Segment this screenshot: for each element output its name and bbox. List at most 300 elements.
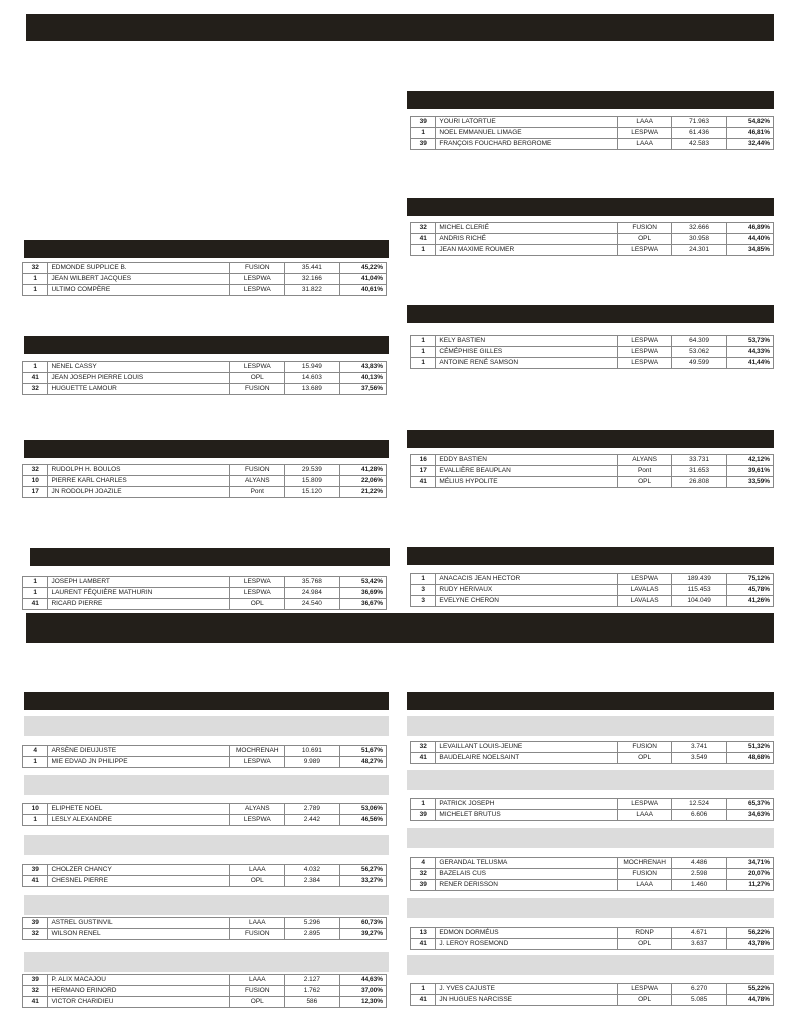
vote-percentage: 46,56%	[339, 815, 386, 826]
vote-percentage: 22,06%	[339, 476, 386, 487]
results-table	[22, 464, 387, 498]
results-table	[22, 803, 387, 826]
results-table	[22, 262, 387, 296]
candidate-name: ELIPHETE NOEL	[48, 804, 230, 815]
vote-count: 6.606	[672, 810, 726, 821]
candidate-number: 41	[411, 234, 436, 245]
party-name: LAAA	[230, 918, 285, 929]
candidate-name: BAZELAIS CUS	[436, 869, 618, 880]
candidate-name: NENEL CASSY	[48, 362, 230, 373]
candidate-number: 41	[23, 373, 48, 384]
vote-count: 33.731	[672, 455, 726, 466]
party-name: LESPWA	[617, 358, 671, 369]
vote-percentage: 53,73%	[726, 336, 773, 347]
vote-count: 31.653	[672, 466, 726, 477]
candidate-number: 17	[411, 466, 436, 477]
vote-percentage: 41,44%	[726, 358, 773, 369]
candidate-name: PATRICK JOSEPH	[436, 799, 618, 810]
candidate-name: ARSÈNE DIEUJUSTE	[48, 746, 230, 757]
vote-count: 5.085	[672, 995, 726, 1006]
section-bar	[24, 336, 389, 354]
results-table	[410, 222, 774, 256]
party-name: OPL	[230, 373, 285, 384]
candidate-name: MÉLIUS HYPOLITE	[436, 477, 618, 488]
section-bar	[407, 430, 774, 448]
results-table	[22, 917, 387, 940]
party-name: FUSION	[230, 929, 285, 940]
party-name: LESPWA	[617, 799, 671, 810]
results-table	[410, 335, 774, 369]
vote-percentage: 56,27%	[339, 865, 386, 876]
candidate-name: EDMON DORMÉUS	[436, 928, 618, 939]
vote-count: 2.598	[672, 869, 726, 880]
candidate-name: KELY BASTIEN	[436, 336, 618, 347]
vote-percentage: 44,78%	[726, 995, 773, 1006]
vote-count: 586	[285, 997, 340, 1008]
vote-percentage: 37,56%	[339, 384, 386, 395]
table-row	[411, 234, 774, 245]
section-bar	[24, 440, 389, 458]
table-row	[411, 455, 774, 466]
party-name: FUSION	[230, 986, 285, 997]
table-row	[23, 975, 387, 986]
table-row	[411, 574, 774, 585]
party-name: LESPWA	[230, 362, 285, 373]
candidate-name: JN RODOLPH JOAZILE	[48, 487, 230, 498]
vote-count: 31.822	[285, 285, 340, 296]
candidate-name: CHESNEL PIERRE	[48, 876, 230, 887]
section-bar	[407, 198, 774, 216]
vote-count: 1.460	[672, 880, 726, 891]
candidate-number: 4	[23, 746, 48, 757]
party-name: OPL	[230, 876, 285, 887]
table-row	[23, 865, 387, 876]
candidate-number: 1	[23, 588, 48, 599]
vote-percentage: 55,22%	[726, 984, 773, 995]
table-row	[23, 384, 387, 395]
vote-percentage: 48,68%	[726, 753, 773, 764]
party-name: LESPWA	[617, 347, 671, 358]
candidate-number: 32	[23, 465, 48, 476]
table-row	[23, 487, 387, 498]
table-row	[23, 757, 387, 768]
candidate-name: CÉMÉPHISE GILLES	[436, 347, 618, 358]
party-name: ALYANS	[230, 804, 285, 815]
table-row	[411, 466, 774, 477]
vote-percentage: 46,81%	[726, 128, 773, 139]
candidate-name: MICHELET BRUTUS	[436, 810, 618, 821]
party-name: Pont	[617, 466, 671, 477]
table-row	[23, 876, 387, 887]
candidate-number: 39	[411, 117, 436, 128]
candidate-number: 39	[411, 880, 436, 891]
table-row	[23, 997, 387, 1008]
subsection-bar	[407, 898, 774, 918]
vote-percentage: 48,27%	[339, 757, 386, 768]
vote-percentage: 36,67%	[339, 599, 386, 610]
party-name: LESPWA	[230, 757, 285, 768]
candidate-name: LESLY ALEXANDRE	[48, 815, 230, 826]
vote-percentage: 39,27%	[339, 929, 386, 940]
results-table	[410, 798, 774, 821]
vote-count: 13.689	[285, 384, 340, 395]
vote-percentage: 11,27%	[726, 880, 773, 891]
candidate-name: PIERRE KARL CHARLES	[48, 476, 230, 487]
vote-percentage: 41,04%	[339, 274, 386, 285]
table-row	[23, 373, 387, 384]
table-row	[23, 465, 387, 476]
candidate-number: 32	[411, 869, 436, 880]
candidate-name: JEAN JOSEPH PIERRE LOUIS	[48, 373, 230, 384]
candidate-number: 16	[411, 455, 436, 466]
party-name: LESPWA	[230, 285, 285, 296]
candidate-number: 1	[411, 128, 436, 139]
vote-count: 32.166	[285, 274, 340, 285]
table-row	[411, 245, 774, 256]
candidate-name: J. LEROY ROSEMOND	[436, 939, 618, 950]
vote-count: 104.049	[672, 596, 726, 607]
vote-count: 4.671	[672, 928, 726, 939]
vote-count: 5.296	[285, 918, 340, 929]
vote-count: 35.768	[285, 577, 340, 588]
table-row	[23, 577, 387, 588]
vote-count: 6.270	[672, 984, 726, 995]
party-name: FUSION	[230, 384, 285, 395]
vote-count: 2.789	[285, 804, 340, 815]
table-row	[411, 928, 774, 939]
candidate-number: 1	[23, 274, 48, 285]
candidate-number: 10	[23, 804, 48, 815]
party-name: Pont	[230, 487, 285, 498]
table-row	[23, 929, 387, 940]
candidate-name: ANTOINE RENÉ SAMSON	[436, 358, 618, 369]
candidate-number: 10	[23, 476, 48, 487]
vote-percentage: 39,61%	[726, 466, 773, 477]
table-row	[411, 336, 774, 347]
table-row	[411, 128, 774, 139]
party-name: FUSION	[617, 223, 671, 234]
vote-count: 115.453	[672, 585, 726, 596]
party-name: LAAA	[617, 139, 671, 150]
vote-count: 14.603	[285, 373, 340, 384]
candidate-name: P. ALIX MACAJOU	[48, 975, 230, 986]
vote-count: 49.599	[672, 358, 726, 369]
candidate-number: 41	[23, 599, 48, 610]
section-bar	[407, 305, 774, 323]
candidate-name: EDDY BASTIEN	[436, 455, 618, 466]
subsection-bar	[407, 770, 774, 790]
vote-count: 35.441	[285, 263, 340, 274]
section-bar	[24, 692, 389, 710]
party-name: FUSION	[230, 263, 285, 274]
vote-count: 29.539	[285, 465, 340, 476]
candidate-number: 32	[23, 929, 48, 940]
results-table	[410, 983, 774, 1006]
vote-count: 12.524	[672, 799, 726, 810]
party-name: OPL	[617, 234, 671, 245]
vote-count: 15.949	[285, 362, 340, 373]
candidate-number: 41	[411, 753, 436, 764]
vote-count: 9.989	[285, 757, 340, 768]
vote-percentage: 56,22%	[726, 928, 773, 939]
candidate-number: 39	[23, 975, 48, 986]
vote-percentage: 44,63%	[339, 975, 386, 986]
table-row	[23, 804, 387, 815]
vote-percentage: 44,33%	[726, 347, 773, 358]
vote-percentage: 46,89%	[726, 223, 773, 234]
vote-percentage: 34,85%	[726, 245, 773, 256]
candidate-number: 13	[411, 928, 436, 939]
party-name: FUSION	[617, 869, 671, 880]
candidate-number: 1	[23, 757, 48, 768]
vote-percentage: 41,26%	[726, 596, 773, 607]
vote-percentage: 36,69%	[339, 588, 386, 599]
vote-percentage: 44,40%	[726, 234, 773, 245]
candidate-name: RICARD PIERRE	[48, 599, 230, 610]
results-table	[410, 116, 774, 150]
vote-count: 71.963	[672, 117, 726, 128]
vote-percentage: 37,00%	[339, 986, 386, 997]
vote-count: 53.062	[672, 347, 726, 358]
candidate-number: 32	[23, 263, 48, 274]
vote-count: 24.984	[285, 588, 340, 599]
vote-percentage: 20,07%	[726, 869, 773, 880]
table-row	[23, 274, 387, 285]
vote-count: 3.637	[672, 939, 726, 950]
section-bar	[24, 240, 389, 258]
vote-percentage: 42,12%	[726, 455, 773, 466]
candidate-name: ASTREL GUSTINVIL	[48, 918, 230, 929]
candidate-number: 3	[411, 596, 436, 607]
second-header-bar	[26, 613, 774, 643]
table-row	[23, 815, 387, 826]
candidate-number: 41	[411, 939, 436, 950]
candidate-number: 32	[23, 986, 48, 997]
party-name: MOCHRENAH	[617, 858, 671, 869]
vote-percentage: 34,71%	[726, 858, 773, 869]
candidate-name: ULTIMO COMPÈRE	[48, 285, 230, 296]
party-name: OPL	[617, 995, 671, 1006]
candidate-name: BAUDELAIRE NOELSAINT	[436, 753, 618, 764]
party-name: LAAA	[230, 975, 285, 986]
party-name: FUSION	[230, 465, 285, 476]
table-row	[23, 986, 387, 997]
party-name: LAVALAS	[617, 585, 671, 596]
candidate-number: 1	[411, 799, 436, 810]
candidate-number: 3	[411, 585, 436, 596]
vote-percentage: 75,12%	[726, 574, 773, 585]
table-row	[411, 995, 774, 1006]
candidate-name: LAURENT FÉQUIÈRE MATHURIN	[48, 588, 230, 599]
vote-percentage: 21,22%	[339, 487, 386, 498]
vote-percentage: 34,63%	[726, 810, 773, 821]
subsection-bar	[407, 828, 774, 848]
party-name: OPL	[617, 477, 671, 488]
party-name: ALYANS	[230, 476, 285, 487]
candidate-number: 1	[23, 815, 48, 826]
vote-count: 26.808	[672, 477, 726, 488]
candidate-number: 32	[411, 742, 436, 753]
candidate-number: 4	[411, 858, 436, 869]
party-name: OPL	[617, 939, 671, 950]
vote-percentage: 53,06%	[339, 804, 386, 815]
results-table	[22, 974, 387, 1008]
subsection-bar	[407, 955, 774, 975]
candidate-number: 1	[411, 245, 436, 256]
subsection-bar	[24, 775, 389, 795]
candidate-name: ANACACIS JEAN HECTOR	[436, 574, 618, 585]
section-bar	[407, 91, 774, 109]
table-row	[411, 347, 774, 358]
table-row	[411, 939, 774, 950]
party-name: LESPWA	[617, 245, 671, 256]
results-table	[22, 361, 387, 395]
table-row	[23, 746, 387, 757]
vote-count: 4.032	[285, 865, 340, 876]
vote-count: 61.436	[672, 128, 726, 139]
subsection-bar	[407, 716, 774, 736]
candidate-name: YOURI LATORTUE	[436, 117, 618, 128]
vote-percentage: 40,13%	[339, 373, 386, 384]
candidate-name: JN HUGUES NARCISSE	[436, 995, 618, 1006]
vote-percentage: 60,73%	[339, 918, 386, 929]
candidate-number: 41	[411, 477, 436, 488]
vote-percentage: 54,82%	[726, 117, 773, 128]
results-table	[22, 864, 387, 887]
party-name: LESPWA	[230, 588, 285, 599]
party-name: LESPWA	[617, 984, 671, 995]
vote-count: 4.486	[672, 858, 726, 869]
candidate-name: JOSEPH LAMBERT	[48, 577, 230, 588]
candidate-name: CHOLZER CHANCY	[48, 865, 230, 876]
vote-count: 3.549	[672, 753, 726, 764]
vote-percentage: 33,59%	[726, 477, 773, 488]
vote-percentage: 12,30%	[339, 997, 386, 1008]
party-name: LESPWA	[617, 128, 671, 139]
results-table	[22, 745, 387, 768]
candidate-number: 1	[411, 347, 436, 358]
vote-count: 189.439	[672, 574, 726, 585]
table-row	[411, 858, 774, 869]
candidate-number: 32	[23, 384, 48, 395]
candidate-number: 17	[23, 487, 48, 498]
candidate-name: EDMONDE SUPPLICE B.	[48, 263, 230, 274]
vote-percentage: 53,42%	[339, 577, 386, 588]
candidate-name: GERANDAL TELUSMA	[436, 858, 618, 869]
candidate-name: RUDOLPH H. BOULOS	[48, 465, 230, 476]
vote-count: 2.895	[285, 929, 340, 940]
vote-percentage: 41,28%	[339, 465, 386, 476]
results-table	[22, 576, 387, 610]
candidate-name: FRANÇOIS FOUCHARD BERGROME	[436, 139, 618, 150]
table-row	[411, 869, 774, 880]
subsection-bar	[24, 835, 389, 855]
party-name: LESPWA	[617, 336, 671, 347]
table-row	[23, 599, 387, 610]
main-header-bar	[26, 14, 774, 41]
results-table	[410, 454, 774, 488]
table-row	[23, 918, 387, 929]
candidate-number: 1	[411, 336, 436, 347]
candidate-number: 1	[411, 574, 436, 585]
candidate-name: EVELYNE CHERON	[436, 596, 618, 607]
vote-count: 24.301	[672, 245, 726, 256]
table-row	[411, 117, 774, 128]
party-name: OPL	[230, 599, 285, 610]
results-table	[410, 927, 774, 950]
vote-count: 1.762	[285, 986, 340, 997]
candidate-number: 1	[411, 984, 436, 995]
candidate-number: 39	[23, 865, 48, 876]
subsection-bar	[24, 716, 389, 736]
vote-count: 24.540	[285, 599, 340, 610]
subsection-bar	[24, 895, 389, 915]
candidate-number: 1	[23, 362, 48, 373]
candidate-name: VICTOR CHARIDIEU	[48, 997, 230, 1008]
candidate-number: 39	[411, 139, 436, 150]
party-name: LESPWA	[230, 577, 285, 588]
party-name: LESPWA	[617, 574, 671, 585]
party-name: LAAA	[617, 117, 671, 128]
vote-count: 42.583	[672, 139, 726, 150]
candidate-number: 39	[411, 810, 436, 821]
party-name: LESPWA	[230, 274, 285, 285]
table-row	[411, 810, 774, 821]
candidate-name: RENER DERISSON	[436, 880, 618, 891]
vote-count: 15.809	[285, 476, 340, 487]
candidate-number: 1	[23, 577, 48, 588]
candidate-name: ANDRIS RICHÉ	[436, 234, 618, 245]
candidate-name: RUDY HERIVAUX	[436, 585, 618, 596]
vote-count: 3.741	[672, 742, 726, 753]
vote-count: 30.958	[672, 234, 726, 245]
candidate-number: 32	[411, 223, 436, 234]
table-row	[411, 596, 774, 607]
results-table	[410, 857, 774, 891]
vote-count: 10.691	[285, 746, 340, 757]
table-row	[411, 799, 774, 810]
table-row	[411, 139, 774, 150]
section-bar	[407, 547, 774, 565]
table-row	[23, 285, 387, 296]
table-row	[411, 477, 774, 488]
vote-percentage: 40,61%	[339, 285, 386, 296]
section-bar	[30, 548, 390, 566]
vote-percentage: 45,22%	[339, 263, 386, 274]
section-bar	[407, 692, 774, 710]
vote-count: 2.442	[285, 815, 340, 826]
results-table	[410, 741, 774, 764]
vote-percentage: 51,32%	[726, 742, 773, 753]
table-row	[411, 880, 774, 891]
table-row	[23, 476, 387, 487]
candidate-number: 41	[23, 997, 48, 1008]
candidate-name: HERMANO ERINORD	[48, 986, 230, 997]
candidate-name: JEAN MAXIME ROUMER	[436, 245, 618, 256]
candidate-name: NOEL EMMANUEL LIMAGE	[436, 128, 618, 139]
vote-percentage: 65,37%	[726, 799, 773, 810]
table-row	[411, 753, 774, 764]
party-name: LESPWA	[230, 815, 285, 826]
candidate-name: J. YVES CAJUSTE	[436, 984, 618, 995]
candidate-name: MICHEL CLERIÉ	[436, 223, 618, 234]
party-name: RDNP	[617, 928, 671, 939]
table-row	[23, 263, 387, 274]
candidate-number: 41	[411, 995, 436, 1006]
table-row	[411, 223, 774, 234]
vote-percentage: 33,27%	[339, 876, 386, 887]
vote-count: 15.120	[285, 487, 340, 498]
